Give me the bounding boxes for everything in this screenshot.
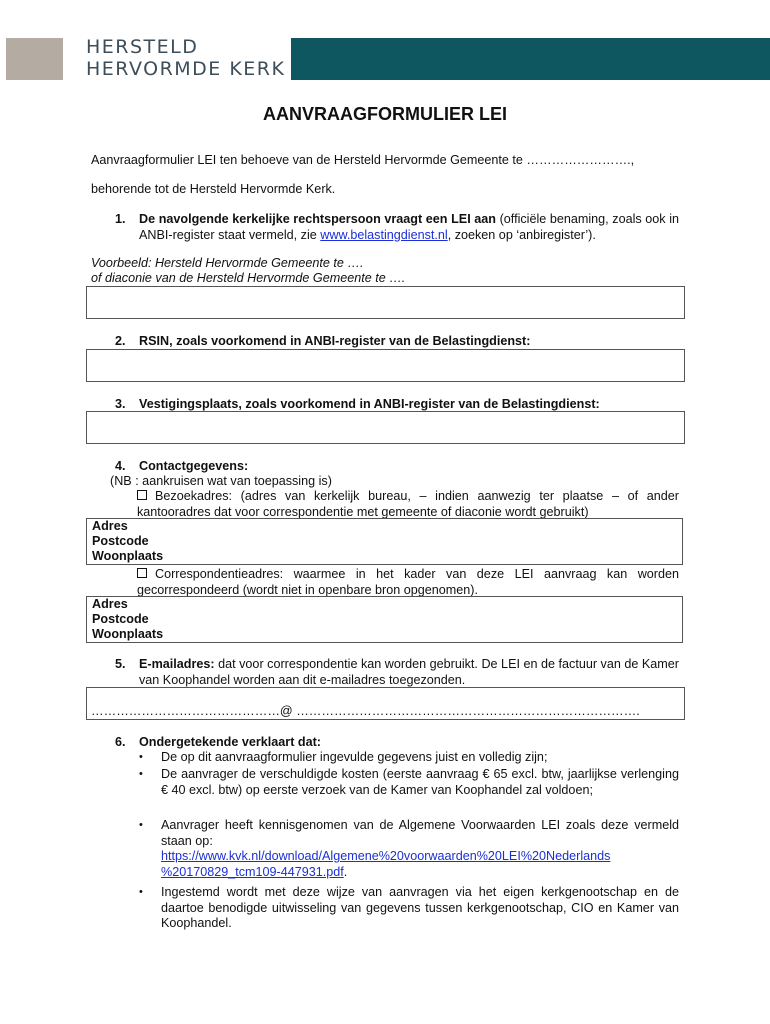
section3-input-box[interactable]: [86, 411, 685, 444]
section1-number: 1.: [115, 212, 126, 226]
field-label-postcode: Postcode: [92, 612, 149, 626]
section4-label: Contactgegevens:: [139, 459, 249, 473]
section5-bold: E-mailadres:: [139, 657, 215, 671]
section6-bullet2: De aanvrager de verschuldigde kosten (eerste aanvraag € 65 excl. btw, jaarlijkse verlenging € 40 excl. btw) op eerste verzoek van de Kamer van Koophandel zal voldoen;: [161, 767, 679, 797]
logo-square: [6, 38, 63, 80]
section4-option1-text: Bezoekadres: (adres van kerkelijk bureau, – indien aanwezig ter plaatse – of ander kantooradres dat voor correspondentie met gemeente of diaconie wordt gebruikt): [137, 489, 679, 519]
intro-line2: behorende tot de Hersteld Hervormde Kerk.: [91, 182, 336, 196]
section4-number: 4.: [115, 459, 126, 473]
logo-text-line1: HERSTELD: [86, 36, 199, 58]
field-label-adres: Adres: [92, 519, 128, 533]
section2-label: RSIN, zoals voorkomend in ANBI-register van de Belastingdienst:: [139, 334, 531, 348]
section4-note: (NB : aankruisen wat van toepassing is): [110, 474, 332, 488]
section1-bold: De navolgende kerkelijke rechtspersoon vraagt een LEI aan: [139, 212, 496, 226]
bullet-marker: •: [139, 768, 143, 780]
logo-text-line2: HERVORMDE KERK: [86, 58, 286, 80]
section5-text: [139, 657, 679, 688]
bullet-marker: •: [139, 819, 143, 831]
field-label-postcode: Postcode: [92, 534, 149, 548]
link-suffix: .: [343, 864, 348, 879]
email-dots: ………………………………………@ ……………………………………………………………………….: [91, 704, 640, 718]
page-title: AANVRAAGFORMULIER LEI: [263, 104, 507, 124]
section2-number: 2.: [115, 334, 126, 348]
field-label-adres: Adres: [92, 597, 128, 611]
correspondentieadres-box[interactable]: [86, 596, 683, 643]
section3-number: 3.: [115, 397, 126, 411]
section3-label: Vestigingsplaats, zoals voorkomend in ANBI-register van de Belastingdienst:: [139, 397, 600, 411]
checkbox-bezoekadres[interactable]: [137, 490, 147, 500]
checkbox-correspondentieadres[interactable]: [137, 568, 147, 578]
section1-example1: Voorbeeld: Hersteld Hervormde Gemeente te ….: [91, 256, 364, 270]
section6-bullet3-text: Aanvrager heeft kennisgenomen van de Algemene Voorwaarden LEI zoals deze vermeld staan op:: [161, 818, 679, 848]
intro-line1: Aanvraagformulier LEI ten behoeve van de Hersteld Hervormde Gemeente te …………………….,: [91, 153, 635, 167]
section6-bullet3: [161, 818, 679, 880]
section2-input-box[interactable]: [86, 349, 685, 382]
bezoekadres-box[interactable]: [86, 518, 683, 565]
section4-option2: [137, 567, 679, 598]
section1-text: [139, 212, 679, 243]
section5-body: dat voor correspondentie kan worden gebruikt. De LEI en de factuur van de Kamer van Koophandel worden aan dit e-mailadres toegezonden.: [139, 657, 679, 687]
section1-text-a: (officiële benaming, zoals ook in ANBI-register staat vermeld, zie: [139, 212, 680, 242]
header-bar: [291, 38, 770, 80]
section6-label: Ondergetekende verklaart dat:: [139, 735, 321, 749]
kvk-voorwaarden-link-line1[interactable]: https://www.kvk.nl/download/Algemene%20voorwaarden%20LEI%20Nederlands: [161, 849, 611, 863]
section5-number: 5.: [115, 657, 126, 671]
field-label-woonplaats: Woonplaats: [92, 627, 164, 641]
belastingdienst-link[interactable]: www.belastingdienst.nl: [320, 227, 448, 242]
kvk-voorwaarden-link-line2[interactable]: %20170829_tcm109-447931.pdf: [161, 864, 344, 879]
section1-input-box[interactable]: [86, 286, 685, 319]
section6-bullet4: Ingestemd wordt met deze wijze van aanvragen via het eigen kerkgenootschap en de daartoe benodigde uitwisseling van gegevens tussen kerkgenootschap, CIO en Kamer van Koophandel.: [161, 885, 679, 930]
section4-option2-text: Correspondentieadres: waarmee in het kader van deze LEI aanvraag kan worden gecorrespondeerd (wordt niet in openbare bron opgenomen).: [137, 567, 679, 597]
section1-text-b: , zoeken op ‘anbiregister’).: [447, 227, 596, 242]
field-label-woonplaats: Woonplaats: [92, 549, 164, 563]
section4-option1: [137, 489, 679, 520]
section1-example2: of diaconie van de Hersteld Hervormde Gemeente te ….: [91, 271, 406, 285]
section6-number: 6.: [115, 735, 126, 749]
section6-bullet1: De op dit aanvraagformulier ingevulde gegevens juist en volledig zijn;: [161, 750, 548, 764]
bullet-marker: •: [139, 751, 143, 763]
bullet-marker: •: [139, 886, 143, 898]
